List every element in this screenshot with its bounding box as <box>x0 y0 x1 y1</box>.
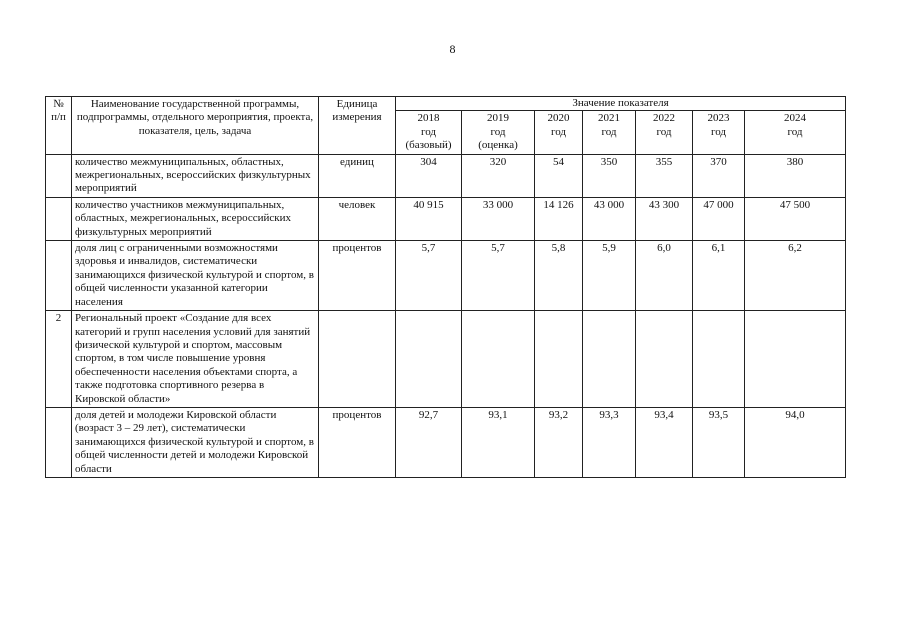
value-cell: 350 <box>583 154 636 197</box>
header-value-group-cell: Значение показателя <box>396 97 846 111</box>
value-cell: 370 <box>693 154 745 197</box>
value-cell: 92,7 <box>396 407 462 477</box>
value-cell: 43 000 <box>583 197 636 240</box>
year-note: (оценка) <box>478 139 518 152</box>
value-cell <box>636 311 693 408</box>
row-number-cell <box>46 197 72 240</box>
header-year-cell <box>693 111 745 154</box>
unit-cell: человек <box>319 197 396 240</box>
table-row <box>46 241 846 311</box>
year-label: 2022 <box>653 112 675 125</box>
row-number-cell: 2 <box>46 311 72 408</box>
value-cell: 47 500 <box>745 197 846 240</box>
header-row-1 <box>46 97 846 111</box>
header-year-cell <box>636 111 693 154</box>
table-body <box>46 154 846 477</box>
table-row-project <box>46 311 846 408</box>
value-cell <box>396 311 462 408</box>
indicators-table <box>45 96 846 478</box>
year-word: год <box>787 125 803 138</box>
value-cell: 14 126 <box>535 197 583 240</box>
value-cell: 5,9 <box>583 241 636 311</box>
year-label: 2018 <box>417 112 440 125</box>
value-cell: 33 000 <box>462 197 535 240</box>
year-note: (базовый) <box>405 139 452 152</box>
year-word: год <box>656 125 672 138</box>
value-cell: 54 <box>535 154 583 197</box>
year-label: 2020 <box>547 112 570 125</box>
table-row <box>46 407 846 477</box>
header-year-cell <box>462 111 535 154</box>
value-cell: 6,0 <box>636 241 693 311</box>
header-year-cell <box>396 111 462 154</box>
value-cell: 43 300 <box>636 197 693 240</box>
value-cell: 40 915 <box>396 197 462 240</box>
row-number-cell <box>46 154 72 197</box>
value-cell: 93,2 <box>535 407 583 477</box>
page-number: 8 <box>449 42 456 56</box>
year-word: год <box>490 125 506 138</box>
header-number-cell: № п/п <box>46 97 72 155</box>
year-word: год <box>420 125 437 138</box>
year-label: 2021 <box>598 112 620 125</box>
value-cell <box>693 311 745 408</box>
value-cell: 380 <box>745 154 846 197</box>
header-year-cell <box>745 111 846 154</box>
indicator-name-cell: количество межмуниципальных, областных, межрегиональных, всероссийских физкультурных мероприятий <box>72 154 319 197</box>
value-cell: 93,3 <box>583 407 636 477</box>
indicator-name-cell: количество участников межмуниципальных, областных, межрегиональных, всероссийских физкультурных мероприятий <box>72 197 319 240</box>
value-cell <box>462 311 535 408</box>
value-cell: 47 000 <box>693 197 745 240</box>
year-word: год <box>710 125 727 138</box>
unit-cell: единиц <box>319 154 396 197</box>
value-cell: 93,4 <box>636 407 693 477</box>
row-number-cell <box>46 407 72 477</box>
value-cell: 94,0 <box>745 407 846 477</box>
header-year-cell <box>583 111 636 154</box>
value-cell: 5,7 <box>462 241 535 311</box>
value-cell <box>745 311 846 408</box>
value-cell <box>583 311 636 408</box>
value-cell: 5,7 <box>396 241 462 311</box>
value-cell: 355 <box>636 154 693 197</box>
table-row <box>46 197 846 240</box>
table-row <box>46 154 846 197</box>
header-year-cell <box>535 111 583 154</box>
unit-cell <box>319 311 396 408</box>
year-label: 2019 <box>487 112 509 125</box>
header-unit-cell: Единица измерения <box>319 97 396 155</box>
row-number-cell <box>46 241 72 311</box>
value-cell: 6,1 <box>693 241 745 311</box>
value-cell: 93,5 <box>693 407 745 477</box>
year-label: 2024 <box>784 112 807 125</box>
indicator-name-cell: доля детей и молодежи Кировской области (возраст 3 – 29 лет), систематически занимающихся физической культурой и спортом, в общей численности детей и молодежи Кировской области <box>72 407 319 477</box>
value-cell: 320 <box>462 154 535 197</box>
value-cell: 6,2 <box>745 241 846 311</box>
value-cell: 93,1 <box>462 407 535 477</box>
value-cell: 5,8 <box>535 241 583 311</box>
header-name-cell: Наименование государственной программы, подпрограммы, отдельного мероприятия, проекта, показателя, цель, задача <box>72 97 319 155</box>
value-cell: 304 <box>396 154 462 197</box>
value-cell <box>535 311 583 408</box>
year-label: 2023 <box>707 112 730 125</box>
indicator-name-cell: Региональный проект «Создание для всех категорий и групп населения условий для занятий физической культурой и спортом, массовым спортом, в том числе повышение уровня обеспеченности населения объектами спорта, а также подготовка спортивного резерва в Кировской области» <box>72 311 319 408</box>
year-word: год <box>550 125 567 138</box>
unit-cell: процентов <box>319 407 396 477</box>
year-word: год <box>601 125 617 138</box>
unit-cell: процентов <box>319 241 396 311</box>
indicator-name-cell: доля лиц с ограниченными возможностями здоровья и инвалидов, систематически занимающихся физической культурой и спортом, в общей численности указанной категории населения <box>72 241 319 311</box>
table-header <box>46 97 846 155</box>
